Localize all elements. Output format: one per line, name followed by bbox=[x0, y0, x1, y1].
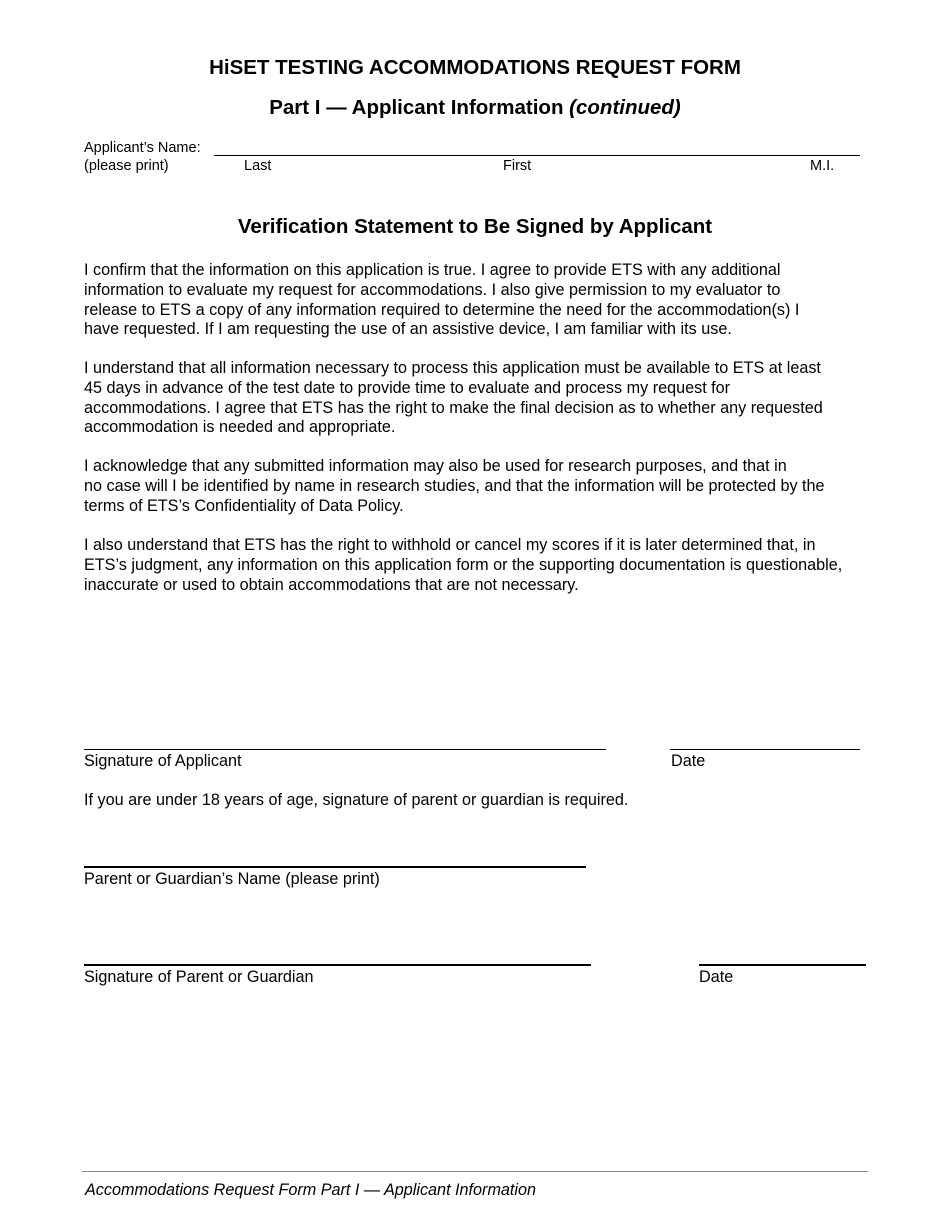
paragraph-line: accommodations. I agree that ETS has the right to make the final decision as to whether any requested bbox=[84, 398, 823, 417]
paragraph-line: information to evaluate my request for accommodations. I also give permission to my evaluator to bbox=[84, 280, 781, 299]
applicant-name-line[interactable] bbox=[214, 155, 860, 156]
paragraph-line: I acknowledge that any submitted information may also be used for research purposes, and that in bbox=[84, 457, 787, 475]
verification-paragraph-4 bbox=[84, 536, 894, 595]
subtitle-main: Part I — Applicant Information bbox=[269, 96, 570, 119]
verification-paragraph-3 bbox=[84, 457, 894, 516]
name-field-last: Last bbox=[244, 158, 272, 174]
applicant-signature-line[interactable] bbox=[84, 749, 606, 750]
form-title: HiSET TESTING ACCOMMODATIONS REQUEST FORM bbox=[209, 56, 741, 79]
form-subtitle bbox=[0, 96, 950, 120]
guardian-date-label: Date bbox=[699, 968, 734, 986]
paragraph-line: release to ETS a copy of any information required to determine the need for the accommodation(s) I bbox=[84, 300, 800, 319]
please-print-label: (please print) bbox=[84, 158, 169, 174]
paragraph-line: I also understand that ETS has the right to withhold or cancel my scores if it is later determined that, in bbox=[84, 536, 816, 554]
paragraph-line: 45 days in advance of the test date to provide time to evaluate and process my request for bbox=[84, 378, 731, 397]
guardian-signature-line[interactable] bbox=[84, 964, 591, 966]
name-field-first: First bbox=[503, 158, 532, 174]
footer-divider bbox=[82, 1171, 868, 1172]
verification-paragraph-2 bbox=[84, 359, 894, 438]
applicant-date-label: Date bbox=[671, 752, 706, 770]
guardian-name-label: Parent or Guardian’s Name (please print) bbox=[84, 870, 380, 888]
subtitle-continued: (continued) bbox=[569, 96, 681, 119]
footer-text: Accommodations Request Form Part I — Applicant Information bbox=[85, 1181, 537, 1199]
minor-note: If you are under 18 years of age, signature of parent or guardian is required. bbox=[84, 791, 629, 809]
paragraph-line: no case will I be identified by name in research studies, and that the information will be protected by the bbox=[84, 476, 825, 495]
verification-paragraph-1 bbox=[84, 261, 894, 340]
name-field-mi: M.I. bbox=[810, 158, 835, 174]
paragraph-line: I understand that all information necessary to process this application must be available to ETS at least bbox=[84, 359, 821, 377]
paragraph-line: ETS’s judgment, any information on this application form or the supporting documentation is questionable, bbox=[84, 555, 843, 574]
paragraph-line: terms of ETS’s Confidentiality of Data Policy. bbox=[84, 496, 404, 515]
paragraph-line: have requested. If I am requesting the use of an assistive device, I am familiar with its use. bbox=[84, 320, 732, 339]
guardian-name-line[interactable] bbox=[84, 866, 586, 868]
applicant-date-line[interactable] bbox=[670, 749, 860, 750]
paragraph-line: inaccurate or used to obtain accommodations that are not necessary. bbox=[84, 575, 579, 594]
paragraph-line: I confirm that the information on this application is true. I agree to provide ETS with any additional bbox=[84, 261, 781, 279]
guardian-date-line[interactable] bbox=[699, 964, 866, 966]
guardian-signature-label: Signature of Parent or Guardian bbox=[84, 968, 314, 986]
applicant-name-label: Applicant’s Name: bbox=[84, 140, 201, 156]
paragraph-line: accommodation is needed and appropriate. bbox=[84, 418, 396, 437]
applicant-signature-label: Signature of Applicant bbox=[84, 752, 242, 770]
verification-heading: Verification Statement to Be Signed by Applicant bbox=[237, 215, 713, 238]
